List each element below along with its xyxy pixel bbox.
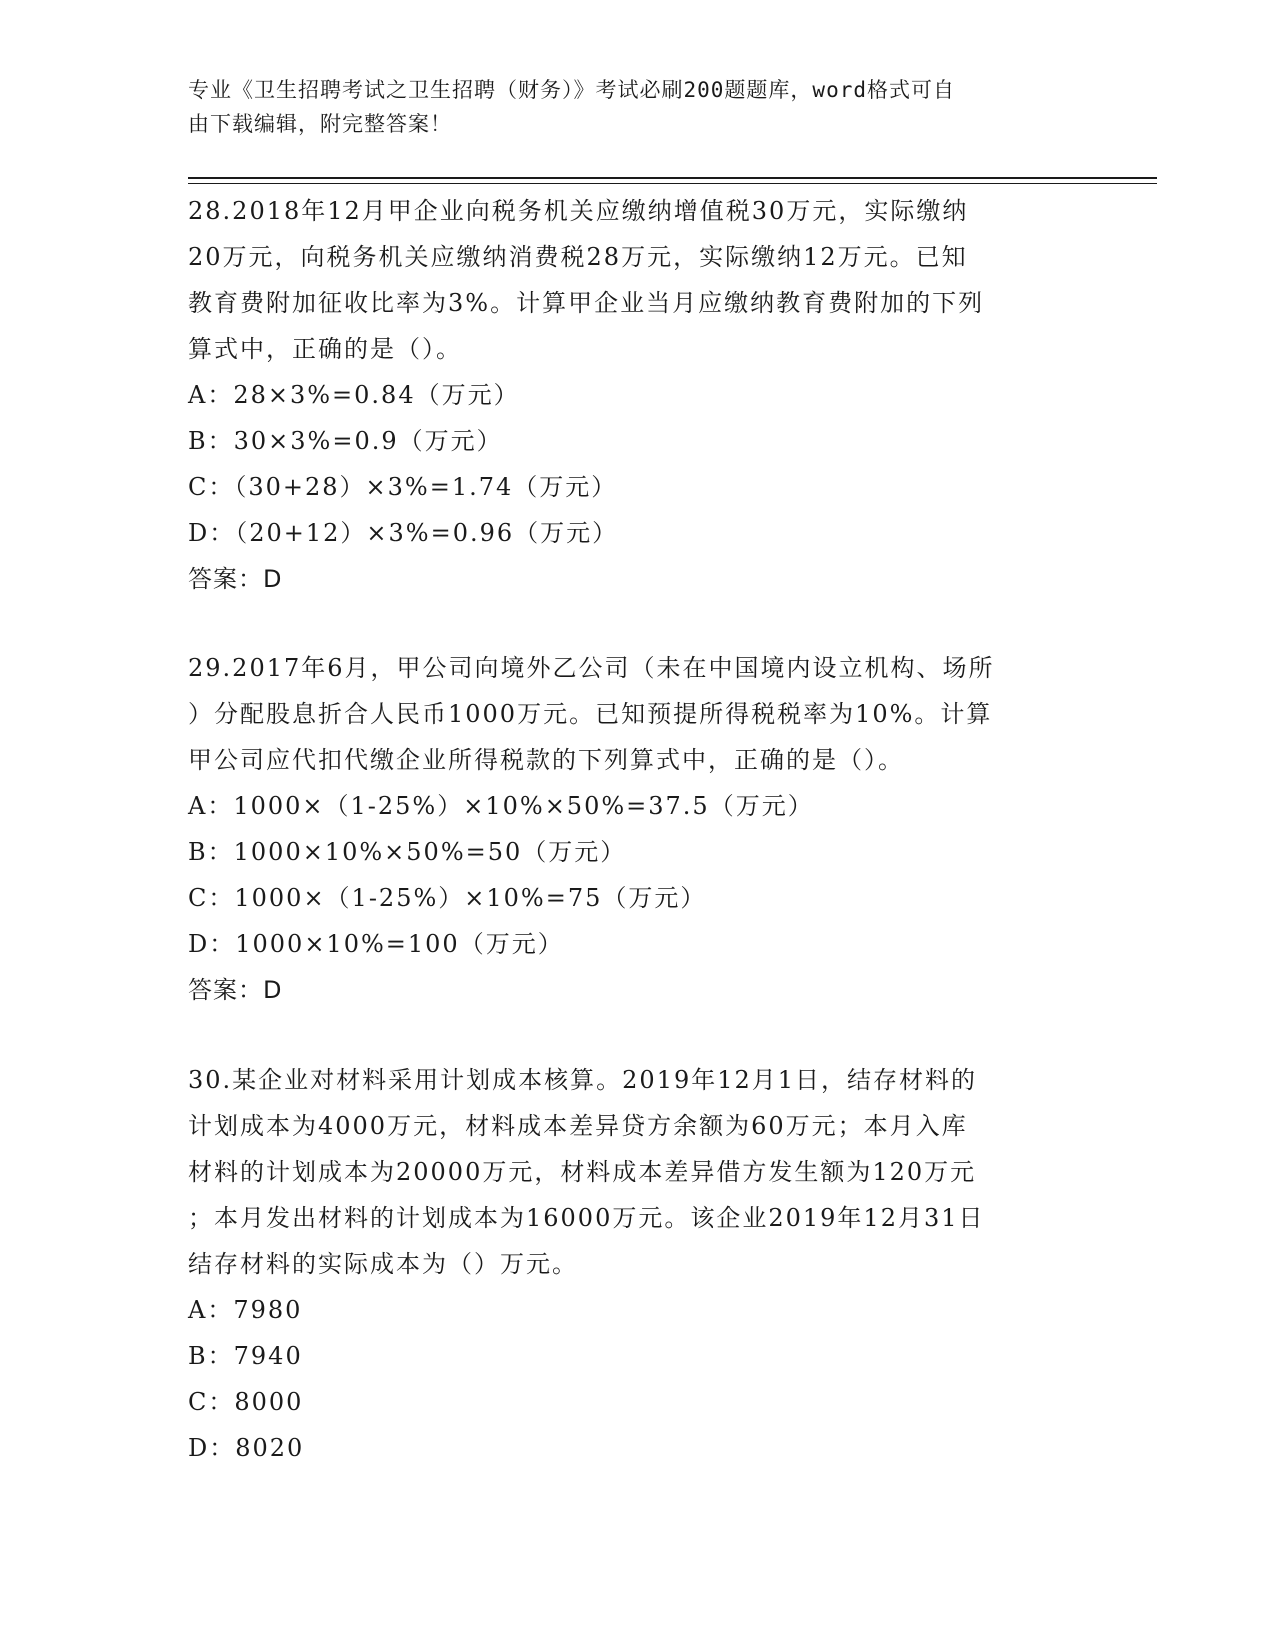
answer: 答案：D: [188, 976, 283, 1004]
stem-line: 计划成本为4000万元，材料成本差异贷方余额为60万元；本月入库: [188, 1112, 968, 1140]
question-stem: [188, 645, 1088, 783]
stem-line: 材料的计划成本为20000万元，材料成本差异借方发生额为120万元: [188, 1158, 977, 1186]
stem-line: 甲公司应代扣代缴企业所得税款的下列算式中，正确的是（）。: [188, 746, 904, 774]
option-d: D：1000×10%=100（万元）: [188, 930, 564, 958]
header-divider-thin: [188, 183, 1157, 184]
stem-line: 29.2017年6月，甲公司向境外乙公司（未在中国境内设立机构、场所: [188, 654, 995, 682]
question-29: [188, 645, 1088, 1013]
header-divider-thick: [188, 177, 1157, 179]
stem-line: 教育费附加征收比率为3%。计算甲企业当月应缴纳教育费附加的下列: [188, 289, 985, 317]
stem-line: 算式中，正确的是（）。: [188, 335, 462, 363]
option-c: C：8000: [188, 1388, 304, 1416]
option-d: D：（20+12）×3%=0.96（万元）: [188, 519, 619, 547]
option-c: C：1000×（1-25%）×10%=75（万元）: [188, 884, 707, 912]
question-stem: [188, 188, 1088, 372]
header-line-2: 由下载编辑，附完整答案！: [188, 112, 452, 136]
question-28: [188, 188, 1088, 602]
stem-line: 30.某企业对材料采用计划成本核算。2019年12月1日，结存材料的: [188, 1066, 978, 1094]
question-stem: [188, 1057, 1088, 1287]
stem-line: ）分配股息折合人民币1000万元。已知预提所得税税率为10%。计算: [188, 700, 993, 728]
stem-line: 20万元，向税务机关应缴纳消费税28万元，实际缴纳12万元。已知: [188, 243, 968, 271]
option-b: B：7940: [188, 1342, 303, 1370]
option-c: C：（30+28）×3%=1.74（万元）: [188, 473, 618, 501]
option-a: A：7980: [188, 1296, 303, 1324]
option-d: D：8020: [188, 1434, 305, 1462]
option-b: B：30×3%=0.9（万元）: [188, 427, 503, 455]
stem-line: 28.2018年12月甲企业向税务机关应缴纳增值税30万元，实际缴纳: [188, 197, 969, 225]
stem-line: ；本月发出材料的计划成本为16000万元。该企业2019年12月31日: [188, 1204, 985, 1232]
header-line-1: 专业《卫生招聘考试之卫生招聘（财务）》考试必刷200题题库，word格式可自: [188, 78, 955, 102]
option-b: B：1000×10%×50%=50（万元）: [188, 838, 627, 866]
option-a: A：28×3%=0.84（万元）: [188, 381, 520, 409]
document-header: [188, 73, 1068, 141]
stem-line: 结存材料的实际成本为（）万元。: [188, 1250, 578, 1278]
question-30: [188, 1057, 1088, 1471]
option-a: A：1000×（1-25%）×10%×50%=37.5（万元）: [188, 792, 814, 820]
answer: 答案：D: [188, 565, 283, 593]
